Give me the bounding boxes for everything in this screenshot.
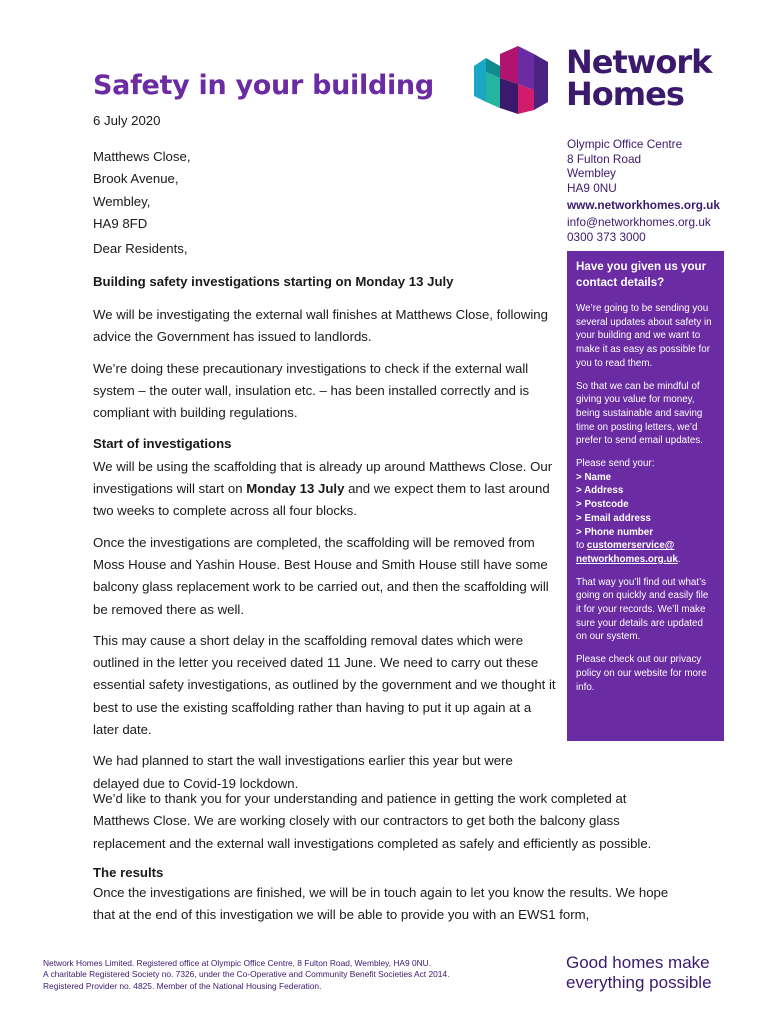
paragraph-covid: We had planned to start the wall investigations earlier this year but were delayed due to Covid-19 lockdown. (93, 753, 513, 791)
letter-body-full (93, 788, 683, 926)
callout-paragraph: We’re going to be sending you several updates about safety in your building and we want to make it as easy as possible for you to read them. (576, 303, 712, 369)
email-link[interactable]: info@networkhomes.org.uk (567, 214, 711, 229)
paragraph-scaffolding (93, 456, 559, 523)
network-homes-logo-icon (472, 44, 564, 122)
salutation: Dear Residents, (93, 241, 188, 256)
tagline-line: everything possible (566, 973, 712, 992)
customer-service-email-link[interactable]: customerservice@ (586, 540, 675, 552)
address-line: 8 Fulton Road (567, 151, 642, 166)
footer-tagline (566, 953, 712, 993)
tagline-line: Good homes make (566, 953, 710, 972)
paragraph-investigating: We will be investigating the external wall finishes at Matthews Close, following advice the Government has issued to landlords. (93, 307, 548, 345)
website-link[interactable]: www.networkhomes.org.uk (567, 198, 720, 213)
recipient-line: Matthews Close, (93, 149, 191, 164)
list-item: > Postcode (576, 499, 629, 511)
paragraph-text: and we expect them to last around two weeks to complete across all four blocks. (93, 481, 550, 519)
to-label: to (576, 540, 587, 552)
brand-name-line: Network (566, 43, 712, 81)
paragraph-text: We will be using the scaffolding that is already up around Matthews Close. Our investigations will start on (93, 458, 553, 497)
letter-date: 6 July 2020 (93, 113, 161, 128)
recipient-line: Brook Avenue, (93, 171, 179, 187)
letter-body-column (93, 304, 559, 795)
footer-legal (43, 958, 449, 992)
footer-line: Registered Provider no. 4825. Member of the National Housing Federation. (43, 980, 322, 991)
address-line: Olympic Office Centre (567, 137, 683, 151)
paragraph-thanks: We’d like to thank you for your understanding and patience in getting the work completed at Matthews Close. We are working closely with our contractors to get both the balcony glass replacement and the external wall investigations completed as safely and efficiently as possible. (93, 791, 652, 851)
brand-name-line: Homes (566, 75, 684, 113)
period: . (677, 553, 681, 565)
start-date-emphasis: Monday 13 July (246, 481, 345, 497)
paragraph-results: Once the investigations are finished, we will be in touch again to let you know the results. We hope that at the end of this investigation we will be able to provide you with an EWS1 form, (93, 884, 669, 923)
phone-number: 0300 373 3000 (567, 229, 646, 244)
list-item: > Phone number (576, 526, 654, 538)
address-line: HA9 0NU (567, 180, 617, 195)
paragraph-precautionary: We’re doing these precautionary investigations to check if the external wall system – the outer wall, insulation etc. – has been installed correctly and is compliant with building regulations. (93, 360, 530, 421)
paragraph-removal: Once the investigations are completed, the scaffolding will be removed from Moss House and Yashin House. Best House and Smith House still have some balcony glass replacement work to be carried out, and then the scaffolding will be removed there as well. (93, 534, 549, 617)
paragraph-delay: This may cause a short delay in the scaffolding removal dates which were outlined in the letter you received dated 11 June. We need to carry out these essential safety investigations, as outlined by the government and we thought it best to use the existing scaffolding rather than having to put it up again at a later date. (93, 632, 556, 738)
list-item: > Name (576, 471, 612, 483)
footer-line: A charitable Registered Society no. 7326, under the Co-Operative and Community Benefit Societies Act 2014. (43, 969, 450, 980)
list-item: > Address (576, 485, 624, 497)
recipient-line: Wembley, (93, 193, 151, 209)
heading-start-of-investigations: Start of investigations (93, 436, 232, 452)
callout-paragraph: So that we can be mindful of giving you value for money, being sustainable and saving time on posting letters, we’d prefer to send email updates. (576, 380, 703, 447)
page-title: Safety in your building (93, 70, 434, 101)
subject-heading: Building safety investigations starting on Monday 13 July (93, 274, 454, 289)
callout-send-list (576, 457, 715, 567)
contact-details-callout (567, 251, 724, 741)
callout-paragraph: That way you’ll find out what’s going on quickly and easily file it for your records. We’ll make sure your details are updated on our system. (576, 576, 709, 643)
heading-results: The results (93, 864, 164, 880)
customer-service-email-link-domain[interactable]: networkhomes.org.uk (576, 553, 678, 565)
organisation-address (567, 137, 720, 244)
recipient-address (93, 146, 190, 235)
callout-paragraph: Please check out our privacy policy on our website for more info. (576, 654, 707, 693)
recipient-line: HA9 8FD (93, 215, 148, 231)
footer-line: Network Homes Limited. Registered office at Olympic Office Centre, 8 Fulton Road, Wembley, HA9 0NU. (43, 958, 432, 968)
list-item: > Email address (576, 512, 651, 524)
callout-heading: Have you given us your contact details? (576, 260, 707, 289)
address-line: Wembley (567, 166, 616, 181)
callout-send-intro: Please send your: (576, 458, 655, 470)
brand-name (566, 43, 712, 113)
